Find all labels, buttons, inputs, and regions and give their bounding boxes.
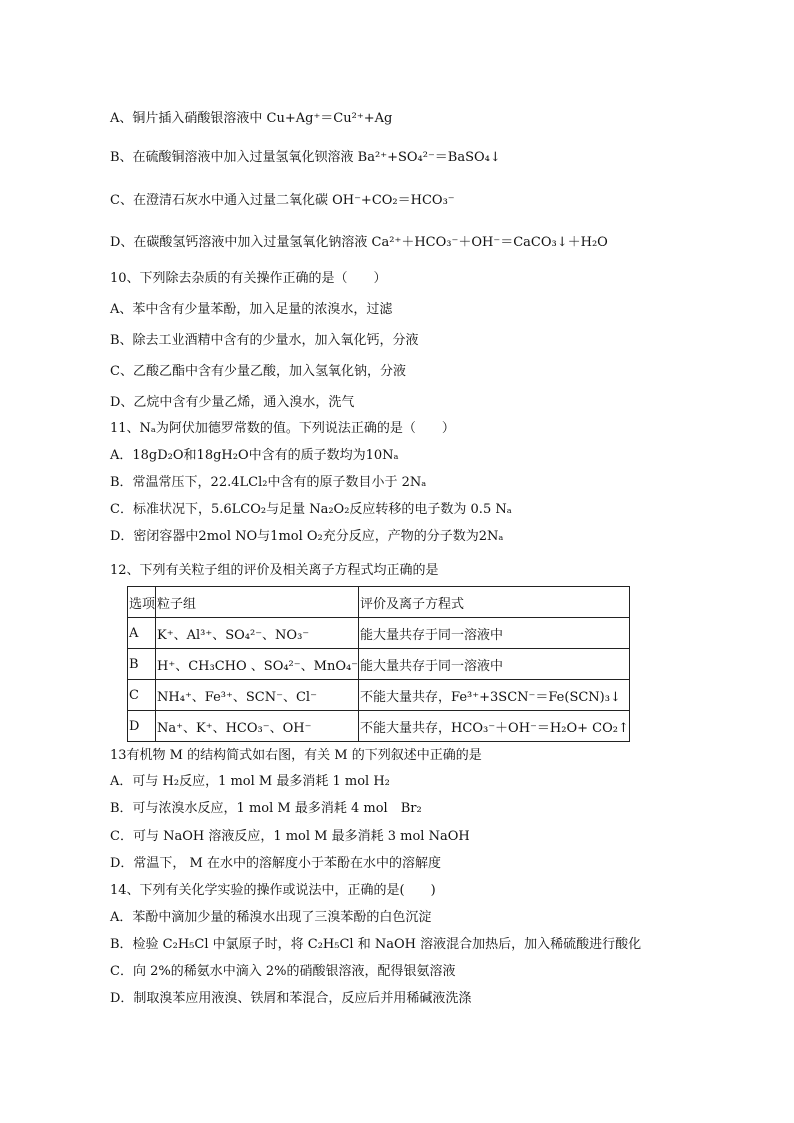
q11-option-a: A．18gD₂O和18gH₂O中含有的质子数均为10Nₐ <box>110 448 399 463</box>
table-cell: A <box>128 618 156 649</box>
table-cell: B <box>128 649 156 680</box>
q13-option-b: B．可与浓溴水反应，1 mol M 最多消耗 4 mol Br₂ <box>110 801 422 816</box>
q14-option-d: D．制取溴苯应用液溴、铁屑和苯混合，反应后并用稀碱液洗涤 <box>110 991 472 1006</box>
table-cell: Na⁺、K⁺、HCO₃⁻、OH⁻ <box>156 711 359 742</box>
table-cell: 不能大量共存，Fe³⁺+3SCN⁻＝Fe(SCN)₃↓ <box>359 680 630 711</box>
table-cell: NH₄⁺、Fe³⁺、SCN⁻、Cl⁻ <box>156 680 359 711</box>
table-row <box>128 680 630 711</box>
table-header-row <box>128 587 630 618</box>
q9-option-a: A、铜片插入硝酸银溶液中 Cu+Ag⁺＝Cu²⁺+Ag <box>110 111 393 126</box>
q12-table <box>127 586 630 742</box>
q14-option-c: C．向 2%的稀氨水中滴入 2%的硝酸银溶液，配得银氨溶液 <box>110 964 456 979</box>
table-cell: K⁺、Al³⁺、SO₄²⁻、NO₃⁻ <box>156 618 359 649</box>
q10-option-b: B、除去工业酒精中含有的少量水，加入氧化钙，分液 <box>110 333 419 348</box>
table-row <box>128 649 630 680</box>
q11-option-c: C．标准状况下，5.6LCO₂与足量 Na₂O₂反应转移的电子数为 0.5 Nₐ <box>110 502 512 517</box>
q9-option-c: C、在澄清石灰水中通入过量二氧化碳 OH⁻+CO₂＝HCO₃⁻ <box>110 193 455 208</box>
table-cell: 能大量共存于同一溶液中 <box>359 618 630 649</box>
q11-option-d: D．密闭容器中2mol NO与1mol O₂充分反应，产物的分子数为2Nₐ <box>110 529 504 544</box>
q13-option-c: C．可与 NaOH 溶液反应，1 mol M 最多消耗 3 mol NaOH <box>110 829 470 844</box>
q13-stem: 13有机物 M 的结构简式如右图，有关 M 的下列叙述中正确的是 <box>110 748 482 763</box>
table-row <box>128 618 630 649</box>
table-header-cell: 粒子组 <box>156 587 359 618</box>
q10-option-c: C、乙酸乙酯中含有少量乙酸，加入氢氧化钠，分液 <box>110 364 406 379</box>
table-cell: 能大量共存于同一溶液中 <box>359 649 630 680</box>
table-cell: H⁺、CH₃CHO 、SO₄²⁻、MnO₄⁻ <box>156 649 359 680</box>
q14-stem: 14、下列有关化学实验的操作或说法中，正确的是( ) <box>110 883 436 898</box>
q13-option-d: D．常温下， M 在水中的溶解度小于苯酚在水中的溶解度 <box>110 856 441 871</box>
q14-option-a: A．苯酚中滴加少量的稀溴水出现了三溴苯酚的白色沉淀 <box>110 910 432 925</box>
table-cell: D <box>128 711 156 742</box>
q10-option-d: D、乙烷中含有少量乙烯，通入溴水，洗气 <box>110 395 355 410</box>
q13-option-a: A．可与 H₂反应，1 mol M 最多消耗 1 mol H₂ <box>110 774 390 789</box>
table-header-cell: 选项 <box>128 587 156 618</box>
q9-option-d: D、在碳酸氢钙溶液中加入过量氢氧化钠溶液 Ca²⁺＋HCO₃⁻＋OH⁻＝CaCO₃↓＋H₂O <box>110 235 608 250</box>
q10-stem: 10、下列除去杂质的有关操作正确的是（ ） <box>110 271 387 286</box>
q11-option-b: B．常温常压下，22.4LCl₂中含有的原子数目小于 2Nₐ <box>110 475 427 490</box>
table-cell: 不能大量共存，HCO₃⁻＋OH⁻＝H₂O+ CO₂↑ <box>359 711 630 742</box>
q14-option-b: B．检验 C₂H₅Cl 中氯原子时，将 C₂H₅Cl 和 NaOH 溶液混合加热后，加入稀硫酸进行酸化 <box>110 937 642 952</box>
q12-stem: 12、下列有关粒子组的评价及相关离子方程式均正确的是 <box>110 563 439 578</box>
q11-stem: 11、Nₐ为阿伏加德罗常数的值。下列说法正确的是（ ） <box>110 421 455 436</box>
q9-option-b: B、在硫酸铜溶液中加入过量氢氧化钡溶液 Ba²⁺+SO₄²⁻＝BaSO₄↓ <box>110 150 501 165</box>
table-row <box>128 711 630 742</box>
table-cell: C <box>128 680 156 711</box>
table-header-cell: 评价及离子方程式 <box>359 587 630 618</box>
q10-option-a: A、苯中含有少量苯酚，加入足量的浓溴水，过滤 <box>110 302 393 317</box>
